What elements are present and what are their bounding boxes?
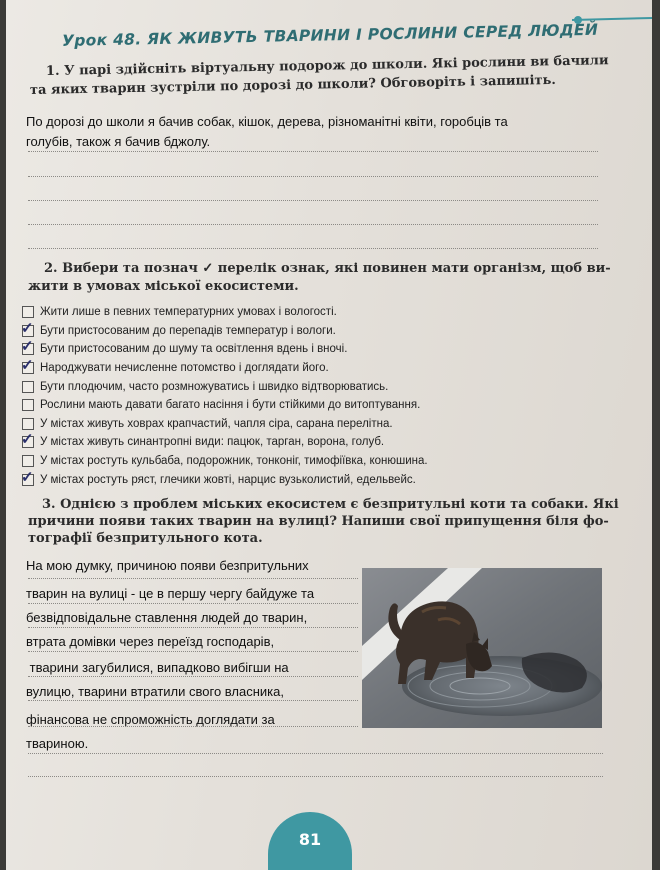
checkbox[interactable] <box>22 418 34 430</box>
task2-line1: 2. Вибери та познач ✓ перелік ознак, які повинен мати організм, щоб ви- <box>44 261 611 276</box>
checklist <box>22 303 502 489</box>
answer-line <box>28 776 603 777</box>
check-item[interactable] <box>22 303 502 322</box>
task1-answer-line1[interactable]: По дорозі до школи я бачив собак, кішок, дерева, різноманітні квіти, горобців та <box>26 114 508 129</box>
task3-line1: 3. Однією з проблем міських екосистем є безпритульні коти та собаки. Які <box>42 497 619 512</box>
check-item-label: У містах ростуть ряст, глечики жовті, нарцис вузьколистий, едельвейс. <box>40 473 416 486</box>
task3-answer-line[interactable]: тварин на вулиці - це в першу чергу байдуже та <box>26 586 315 601</box>
check-item[interactable] <box>22 415 502 434</box>
check-mark-icon: ✓ <box>21 431 34 449</box>
check-item[interactable] <box>21 319 502 341</box>
check-item[interactable] <box>22 396 502 415</box>
task3-line3: тографії безпритульного кота. <box>28 531 263 546</box>
check-item-label: Жити лише в певних температурних умовах і вологості. <box>40 306 337 319</box>
check-item-label: У містах живуть синантропні види: пацюк, тарган, ворона, голуб. <box>40 436 385 449</box>
task3-answer-line[interactable]: втрата домівки через переїзд господарів, <box>26 634 275 649</box>
answer-line <box>28 627 358 628</box>
check-item[interactable] <box>22 359 502 378</box>
answer-line <box>28 176 598 177</box>
checkbox-checked[interactable] <box>21 431 34 449</box>
check-item[interactable] <box>22 470 502 489</box>
task3-answer-line[interactable]: безвідповідальне ставлення людей до тварин, <box>26 610 308 625</box>
check-mark-icon: ✓ <box>21 319 34 337</box>
task2-line2: жити в умовах міської екосистеми. <box>28 279 299 294</box>
checkbox-checked[interactable] <box>21 319 34 337</box>
answer-line <box>28 248 598 249</box>
answer-line <box>28 700 358 701</box>
answer-line <box>28 578 358 579</box>
answer-line <box>28 726 358 727</box>
checkbox[interactable] <box>22 306 34 318</box>
checkbox[interactable] <box>22 455 34 467</box>
workbook-page <box>6 0 652 870</box>
bleed-through-text <box>484 290 644 450</box>
check-mark-icon: ✓ <box>21 357 34 375</box>
answer-line <box>28 651 358 652</box>
task3-answer-line[interactable]: фінансова не спроможність доглядати за <box>26 712 275 727</box>
check-item-label: Бути плодючим, часто розмножуватись і швидко відтворюватись. <box>40 380 389 393</box>
check-item-label: Рослини мають давати багато насіння і бути стійкими до витоптування. <box>40 399 421 412</box>
check-item[interactable] <box>22 452 502 471</box>
answer-line <box>28 676 358 677</box>
check-mark-icon: ✓ <box>21 338 34 356</box>
check-item-label: Бути пристосованим до перепадів температур і вологи. <box>40 324 336 337</box>
page-number: 81 <box>298 830 322 849</box>
check-item[interactable] <box>22 377 502 396</box>
check-item-label: Народжувати нечисленне потомство і доглядати його. <box>40 362 329 375</box>
task3-answer-line[interactable]: твариною. <box>26 736 89 751</box>
check-item-label: Бути пристосованим до шуму та освітлення вдень і вночі. <box>40 343 348 356</box>
stray-cat-photo <box>362 568 602 728</box>
answer-line <box>28 224 598 225</box>
task1-line2: та яких тварин зустріли по дорозі до школи? Обговоріть і запишіть. <box>29 72 557 98</box>
task1-line1: 1. У парі здійсніть віртуальну подорож до школи. Які рослини ви бачили <box>45 53 609 79</box>
checkbox-checked[interactable] <box>21 357 34 375</box>
checkbox-checked[interactable] <box>21 338 34 356</box>
task3-line2: причини появи таких тварин на вулиці? Напиши свої припущення біля фо- <box>28 514 609 529</box>
checkbox[interactable] <box>22 399 34 411</box>
task3-answer-line[interactable]: вулицю, тварини втратили свого власника, <box>26 684 284 699</box>
task3-answer-line[interactable]: На мою думку, причиною появи безпритульних <box>26 558 309 573</box>
task3-answer-line[interactable]: тварини загубилися, випадково вибігши на <box>26 660 289 675</box>
answer-line <box>28 151 598 152</box>
answer-line <box>28 753 603 754</box>
check-item[interactable] <box>22 433 502 452</box>
answer-line <box>28 603 358 604</box>
check-item-label: У містах ростуть кульбаба, подорожник, тонконіг, тимофіївка, конюшина. <box>40 455 428 468</box>
check-mark-icon: ✓ <box>21 468 34 486</box>
check-item-label: У містах живуть ховрах крапчастий, чапля сіра, сарана перелітна. <box>40 417 393 430</box>
lesson-title: Урок 48. ЯК ЖИВУТЬ ТВАРИНИ І РОСЛИНИ СЕРЕД ЛЮДЕЙ <box>61 20 599 50</box>
check-item[interactable] <box>22 340 502 359</box>
answer-line <box>28 200 598 201</box>
checkbox[interactable] <box>22 381 34 393</box>
task1-answer-line2[interactable]: голубів, також я бачив бджолу. <box>26 134 211 149</box>
checkbox-checked[interactable] <box>21 468 34 486</box>
